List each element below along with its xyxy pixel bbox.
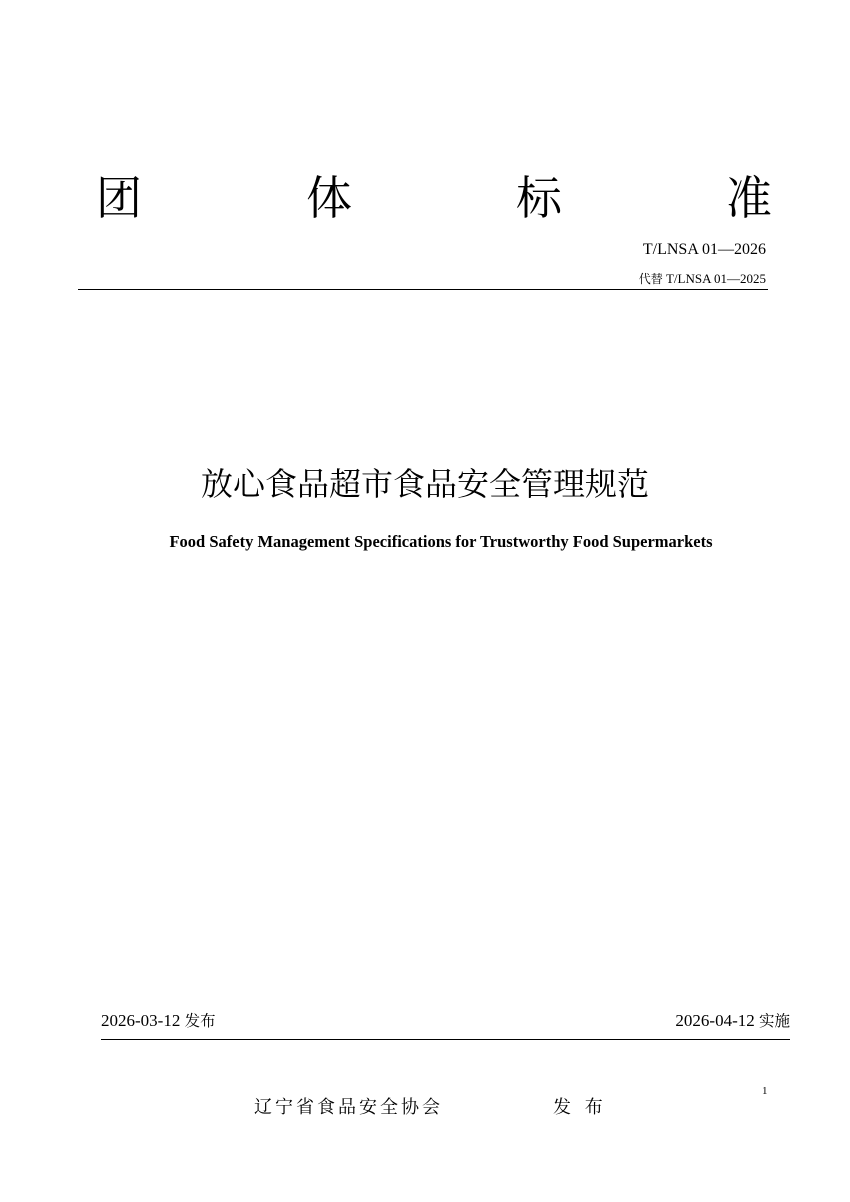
replaces-prefix: 代替: [638, 272, 663, 286]
replaced-standard-number: T/LNSA 01—2025: [665, 271, 766, 286]
page-number: 1: [762, 1085, 768, 1097]
replaces-standard: [639, 271, 766, 287]
header-char-2: 体: [306, 171, 352, 225]
document-title-chinese: 放心食品超市食品安全管理规范: [200, 465, 649, 503]
header-char-4: 准: [726, 171, 772, 225]
document-title-english: Food Safety Management Specifications for Trustworthy Food Supermarkets: [169, 532, 713, 551]
header-divider: [78, 289, 768, 290]
implement-date: 2026-04-12: [675, 1011, 755, 1030]
implement-date-line: [675, 1009, 790, 1033]
header-char-3: 标: [516, 171, 562, 225]
publish-label: 发布: [184, 1012, 216, 1030]
issuing-organization: 辽宁省食品安全协会: [254, 1097, 443, 1118]
standard-number: T/LNSA 01—2026: [642, 241, 766, 258]
issue-label: 发 布: [553, 1097, 607, 1118]
implement-label: 实施: [758, 1012, 790, 1030]
publish-date-line: [101, 1009, 216, 1033]
footer-divider: [101, 1039, 790, 1040]
publish-date: 2026-03-12: [101, 1011, 181, 1030]
document-category-header: [96, 168, 772, 228]
header-char-1: 团: [96, 171, 142, 225]
